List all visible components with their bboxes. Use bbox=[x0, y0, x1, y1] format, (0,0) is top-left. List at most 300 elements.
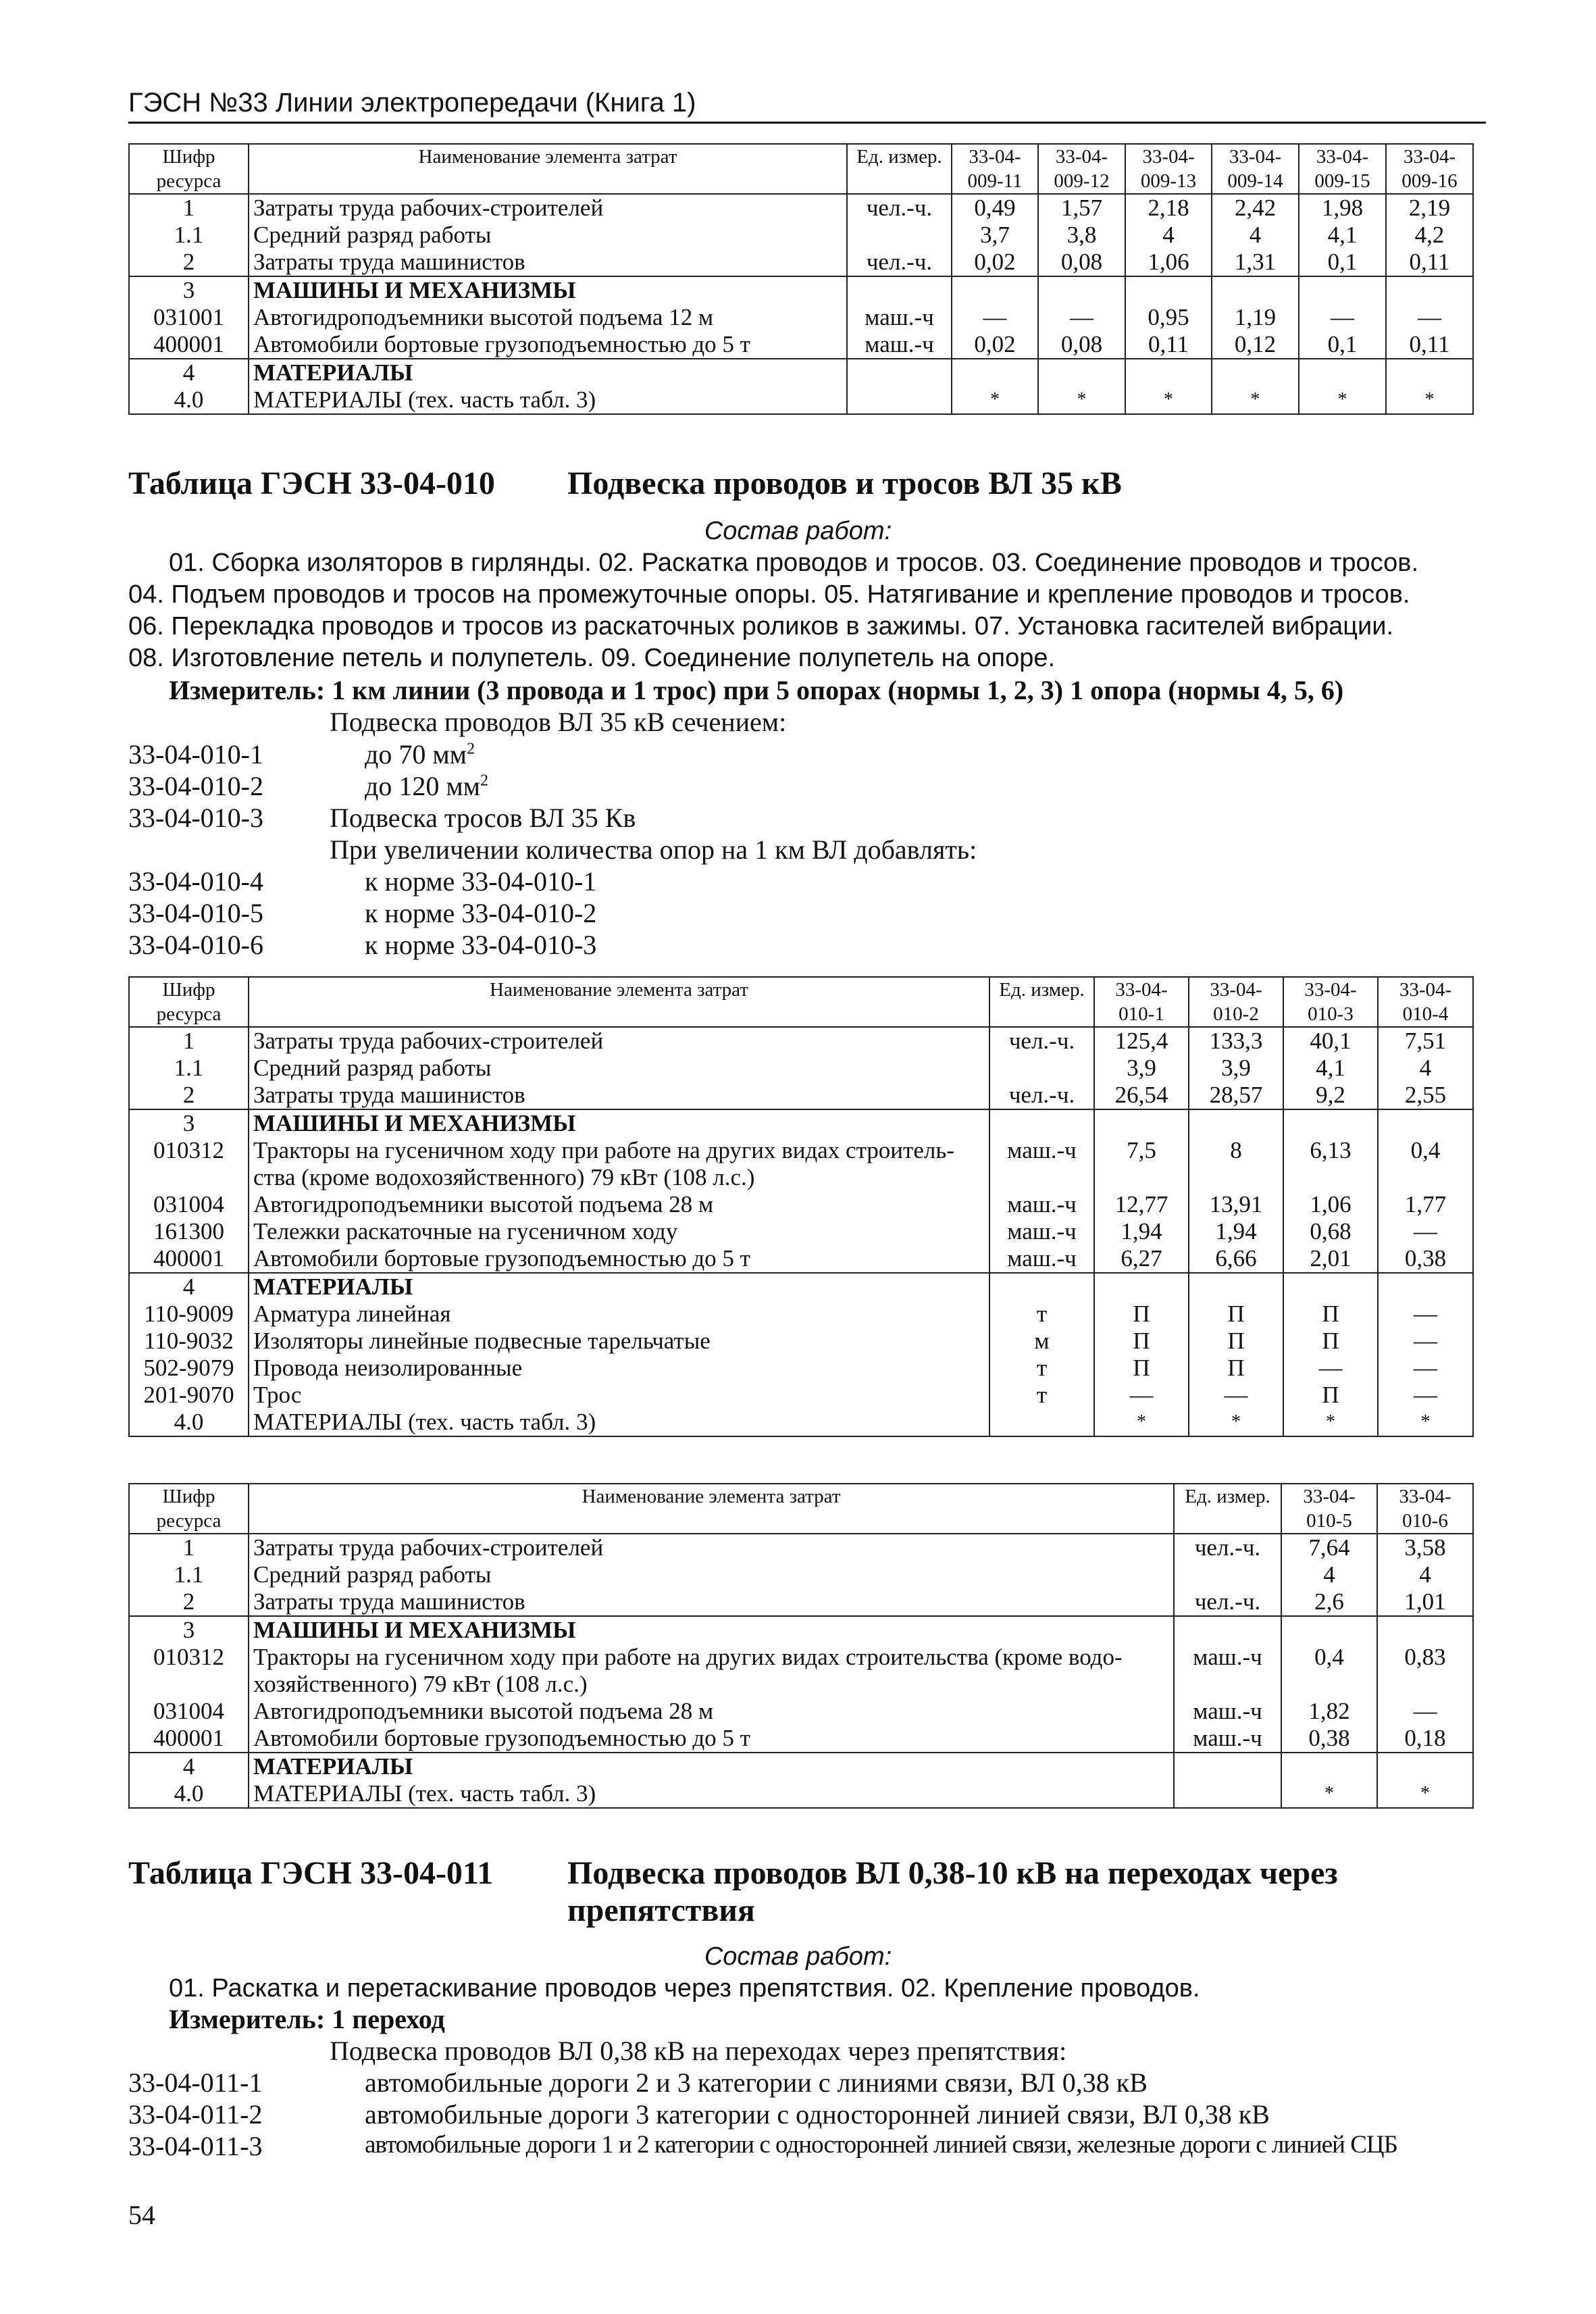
cell-value bbox=[1377, 1616, 1473, 1644]
table-row bbox=[129, 1561, 1473, 1588]
cell-unit bbox=[1174, 1780, 1281, 1808]
cell-name: Автомобили бортовые грузоподъемностью до 5 т bbox=[249, 331, 847, 359]
cell-name: МАТЕРИАЛЫ bbox=[249, 1273, 989, 1301]
cell-value: 0,08 bbox=[1038, 249, 1125, 276]
cell-code: 110-9032 bbox=[129, 1328, 249, 1355]
cell-unit: маш.-ч bbox=[1174, 1698, 1281, 1725]
table-title-010: Подвеска проводов и тросов ВЛ 35 кВ bbox=[567, 466, 1122, 501]
cell-name: Затраты труда рабочих-строителей bbox=[249, 1027, 989, 1055]
header-cell-norm: 33-04-010-2 bbox=[1189, 977, 1283, 1027]
table-row bbox=[129, 194, 1473, 222]
cell-code: 2 bbox=[129, 1082, 249, 1109]
cell-value: 4,1 bbox=[1299, 222, 1386, 249]
cell-code: 1.1 bbox=[129, 1561, 249, 1588]
cell-value: 4 bbox=[1212, 222, 1299, 249]
norm-code: 33-04-011-2 bbox=[128, 2099, 263, 2130]
table-row bbox=[129, 1245, 1473, 1273]
cell-name: МАШИНЫ И МЕХАНИЗМЫ bbox=[249, 1109, 989, 1137]
table-row bbox=[129, 1698, 1473, 1725]
cell-name: МАТЕРИАЛЫ (тех. часть табл. 3) bbox=[249, 1409, 989, 1436]
header-cell-norm: 33-04-009-12 bbox=[1038, 144, 1125, 194]
work-line: 04. Подъем проводов и тросов на промежуточные опоры. 05. Натягивание и крепление проводов и тросов. bbox=[128, 580, 1410, 609]
cell-code: 502-9079 bbox=[129, 1355, 249, 1382]
cell-value bbox=[1283, 1273, 1378, 1301]
header-cell-unit: Ед. измер. bbox=[989, 977, 1094, 1027]
cell-value: 3,58 bbox=[1377, 1534, 1473, 1561]
table-33-04-010-1-4 bbox=[128, 976, 1474, 1437]
cell-value: 1,31 bbox=[1212, 249, 1299, 276]
cell-code: 031004 bbox=[129, 1191, 249, 1218]
work-composition-heading: Состав работ: bbox=[704, 1942, 892, 1971]
work-composition-text bbox=[128, 547, 1486, 674]
cell-unit bbox=[1174, 1616, 1281, 1644]
cell-value: — bbox=[1283, 1355, 1378, 1382]
cell-value: П bbox=[1283, 1328, 1378, 1355]
cell-value: * bbox=[1189, 1409, 1283, 1436]
table-row bbox=[129, 331, 1473, 359]
cell-code: 4 bbox=[129, 1273, 249, 1301]
cell-value: 28,57 bbox=[1189, 1082, 1283, 1109]
cell-value bbox=[1212, 276, 1299, 304]
header-cell-norm: 33-04-009-16 bbox=[1386, 144, 1473, 194]
table-row bbox=[129, 222, 1473, 249]
cell-code: 4.0 bbox=[129, 1409, 249, 1436]
cell-name: МАШИНЫ И МЕХАНИЗМЫ bbox=[249, 1616, 1174, 1644]
cell-value: * bbox=[1283, 1409, 1378, 1436]
cell-unit bbox=[847, 359, 952, 386]
cell-value: — bbox=[1378, 1328, 1473, 1355]
cell-value: 0,4 bbox=[1378, 1137, 1473, 1191]
header-cell-norm: 33-04-010-1 bbox=[1094, 977, 1189, 1027]
cell-name: Автогидроподъемники высотой подъема 28 м bbox=[249, 1191, 989, 1218]
table-row bbox=[129, 1273, 1473, 1301]
cell-unit bbox=[989, 1109, 1094, 1137]
header-cell-unit: Ед. измер. bbox=[1174, 1484, 1281, 1534]
cell-name: Тракторы на гусеничном ходу при работе на других видах строительства (кроме водо-хозяйственного) 79 кВт (108 л.с.) bbox=[249, 1644, 1174, 1698]
norm-group-heading: Подвеска проводов ВЛ 0,38 кВ на переходах через препятствия: bbox=[330, 2036, 1067, 2066]
cell-value: — bbox=[1386, 304, 1473, 331]
cell-value: 4,2 bbox=[1386, 222, 1473, 249]
norm-code: 33-04-010-3 bbox=[128, 803, 263, 833]
cell-name: Тракторы на гусеничном ходу при работе на других видах строитель-ства (кроме водохозяйственного) 79 кВт (108 л.с.) bbox=[249, 1137, 989, 1191]
table-row bbox=[129, 1355, 1473, 1382]
header-cell-norm: 33-04-010-4 bbox=[1378, 977, 1473, 1027]
cell-value: 3,9 bbox=[1094, 1055, 1189, 1082]
cell-value: 0,12 bbox=[1212, 331, 1299, 359]
cell-value: П bbox=[1283, 1382, 1378, 1409]
cell-name: Средний разряд работы bbox=[249, 222, 847, 249]
cell-value: 3,9 bbox=[1189, 1055, 1283, 1082]
cell-name: Автогидроподъемники высотой подъема 28 м bbox=[249, 1698, 1174, 1725]
cell-name: Тележки раскаточные на гусеничном ходу bbox=[249, 1218, 989, 1245]
cell-name: Затраты труда рабочих-строителей bbox=[249, 1534, 1174, 1561]
norm-code: 33-04-010-6 bbox=[128, 930, 263, 960]
cell-value bbox=[952, 276, 1038, 304]
header-cell-code: Шифр ресурса bbox=[129, 977, 249, 1027]
cell-value bbox=[1281, 1616, 1377, 1644]
cell-value: 125,4 bbox=[1094, 1027, 1189, 1055]
cell-value: — bbox=[1378, 1218, 1473, 1245]
header-cell-norm: 33-04-010-5 bbox=[1281, 1484, 1377, 1534]
table-code-010: Таблица ГЭСН 33-04-010 bbox=[128, 466, 495, 501]
table-row bbox=[129, 249, 1473, 276]
cell-value bbox=[1377, 1753, 1473, 1780]
cell-value: 7,51 bbox=[1378, 1027, 1473, 1055]
cell-value: 12,77 bbox=[1094, 1191, 1189, 1218]
header-cell-norm: 33-04-010-6 bbox=[1377, 1484, 1473, 1534]
cell-value bbox=[952, 359, 1038, 386]
cell-unit: маш.-ч bbox=[989, 1191, 1094, 1218]
header-cell-norm: 33-04-010-3 bbox=[1283, 977, 1378, 1027]
cell-name: МАТЕРИАЛЫ bbox=[249, 359, 847, 386]
cell-value: 26,54 bbox=[1094, 1082, 1189, 1109]
cell-value bbox=[1094, 1273, 1189, 1301]
cell-value: П bbox=[1189, 1328, 1283, 1355]
cell-value: 1,06 bbox=[1125, 249, 1212, 276]
cell-value bbox=[1125, 359, 1212, 386]
cell-value: 0,11 bbox=[1386, 249, 1473, 276]
table3-body bbox=[129, 1534, 1473, 1808]
cell-value: * bbox=[952, 386, 1038, 414]
cell-value: 4 bbox=[1125, 222, 1212, 249]
cell-unit bbox=[1174, 1753, 1281, 1780]
cell-value bbox=[1386, 359, 1473, 386]
cell-value bbox=[1038, 276, 1125, 304]
cell-value: 1,06 bbox=[1283, 1191, 1378, 1218]
table-row bbox=[129, 1753, 1473, 1780]
table-row bbox=[129, 276, 1473, 304]
cell-value: * bbox=[1386, 386, 1473, 414]
cell-code: 1 bbox=[129, 1027, 249, 1055]
cell-unit: чел.-ч. bbox=[1174, 1588, 1281, 1616]
cell-value: 1,94 bbox=[1189, 1218, 1283, 1245]
cell-unit: т bbox=[989, 1382, 1094, 1409]
norm-description: автомобильные дороги 3 категории с односторонней линией связи, ВЛ 0,38 кВ bbox=[365, 2099, 1270, 2130]
header-rule bbox=[128, 122, 1486, 124]
cell-name: МАТЕРИАЛЫ (тех. часть табл. 3) bbox=[249, 386, 847, 414]
cell-value: 2,6 bbox=[1281, 1588, 1377, 1616]
cell-value bbox=[1189, 1109, 1283, 1137]
cell-value: * bbox=[1125, 386, 1212, 414]
cell-unit: чел.-ч. bbox=[1174, 1534, 1281, 1561]
norm-description: к норме 33-04-010-1 bbox=[365, 866, 597, 897]
cell-value: — bbox=[1378, 1382, 1473, 1409]
table-row bbox=[129, 1644, 1473, 1698]
table-row bbox=[129, 1780, 1473, 1808]
cell-value: — bbox=[1094, 1382, 1189, 1409]
cell-value: 0,95 bbox=[1125, 304, 1212, 331]
norm-code: 33-04-010-1 bbox=[128, 739, 263, 770]
cell-code: 1 bbox=[129, 194, 249, 222]
cell-name: Затраты труда машинистов bbox=[249, 249, 847, 276]
cell-name: Средний разряд работы bbox=[249, 1055, 989, 1082]
work-line: 01. Сборка изоляторов в гирлянды. 02. Раскатка проводов и тросов. 03. Соединение проводов и тросов. bbox=[169, 549, 1418, 577]
cell-unit bbox=[989, 1409, 1094, 1436]
table1-body bbox=[129, 194, 1473, 414]
cell-name: Средний разряд работы bbox=[249, 1561, 1174, 1588]
cell-value bbox=[1038, 359, 1125, 386]
header-cell-norm: 33-04-009-13 bbox=[1125, 144, 1212, 194]
table-code-011: Таблица ГЭСН 33-04-011 bbox=[128, 1855, 494, 1891]
cell-value: 1,57 bbox=[1038, 194, 1125, 222]
cell-unit: т bbox=[989, 1301, 1094, 1328]
cell-value: 3,8 bbox=[1038, 222, 1125, 249]
cell-code: 400001 bbox=[129, 1725, 249, 1753]
table-row bbox=[129, 1055, 1473, 1082]
cell-name: Арматура линейная bbox=[249, 1301, 989, 1328]
cell-name: МАТЕРИАЛЫ (тех. часть табл. 3) bbox=[249, 1780, 1174, 1808]
table-row bbox=[129, 1409, 1473, 1436]
cell-value: 1,82 bbox=[1281, 1698, 1377, 1725]
cell-name: Автомобили бортовые грузоподъемностью до 5 т bbox=[249, 1245, 989, 1273]
norm-description: к норме 33-04-010-3 bbox=[365, 930, 597, 960]
cell-value: * bbox=[1281, 1780, 1377, 1808]
cell-value bbox=[1299, 359, 1386, 386]
norm-code: 33-04-011-3 bbox=[128, 2131, 263, 2161]
cell-value: 0,11 bbox=[1125, 331, 1212, 359]
cell-unit bbox=[847, 276, 952, 304]
table-row bbox=[129, 1027, 1473, 1055]
cell-code: 3 bbox=[129, 1616, 249, 1644]
cell-value: П bbox=[1094, 1355, 1189, 1382]
norm-group-heading: Подвеска проводов ВЛ 35 кВ сечением: bbox=[330, 707, 787, 737]
cell-unit bbox=[847, 386, 952, 414]
cell-value bbox=[1094, 1109, 1189, 1137]
work-line: 06. Перекладка проводов и тросов из раскаточных роликов в зажимы. 07. Установка гасителей вибрации. bbox=[128, 612, 1394, 640]
cell-value: 2,42 bbox=[1212, 194, 1299, 222]
cell-value: 4 bbox=[1377, 1561, 1473, 1588]
cell-value: 4 bbox=[1378, 1055, 1473, 1082]
cell-value: 0,08 bbox=[1038, 331, 1125, 359]
table-row bbox=[129, 1218, 1473, 1245]
table-row bbox=[129, 304, 1473, 331]
cell-value: * bbox=[1378, 1409, 1473, 1436]
cell-value: 0,83 bbox=[1377, 1644, 1473, 1698]
table-row bbox=[129, 1082, 1473, 1109]
measure-unit: Измеритель: 1 переход bbox=[169, 2004, 445, 2034]
cell-value: * bbox=[1212, 386, 1299, 414]
cell-value: 0,18 bbox=[1377, 1725, 1473, 1753]
cell-name: Трос bbox=[249, 1382, 989, 1409]
cell-value: 133,3 bbox=[1189, 1027, 1283, 1055]
cell-value bbox=[1299, 276, 1386, 304]
cell-unit bbox=[1174, 1561, 1281, 1588]
table-row bbox=[129, 1616, 1473, 1644]
norm-description: Подвеска тросов ВЛ 35 Кв bbox=[330, 803, 636, 833]
cell-value bbox=[1125, 276, 1212, 304]
cell-code: 010312 bbox=[129, 1137, 249, 1191]
cell-code: 400001 bbox=[129, 331, 249, 359]
table-row bbox=[129, 386, 1473, 414]
cell-unit: маш.-ч bbox=[989, 1218, 1094, 1245]
cell-name: Автомобили бортовые грузоподъемностью до 5 т bbox=[249, 1725, 1174, 1753]
work-composition-text: 01. Раскатка и перетаскивание проводов через препятствия. 02. Крепление проводов. bbox=[169, 1974, 1200, 2003]
norm-description: автомобильные дороги 2 и 3 категории с линиями связи, ВЛ 0,38 кВ bbox=[365, 2067, 1148, 2098]
cell-value: — bbox=[1377, 1698, 1473, 1725]
cell-code: 201-9070 bbox=[129, 1382, 249, 1409]
cell-value: П bbox=[1189, 1301, 1283, 1328]
cell-value: 0,38 bbox=[1378, 1245, 1473, 1273]
cell-unit: чел.-ч. bbox=[989, 1082, 1094, 1109]
table-row bbox=[129, 1137, 1473, 1191]
cell-name: Провода неизолированные bbox=[249, 1355, 989, 1382]
cell-value: 6,13 bbox=[1283, 1137, 1378, 1191]
table-title-011: Подвеска проводов ВЛ 0,38-10 кВ на переходах через препятствия bbox=[567, 1855, 1338, 1928]
cell-value: — bbox=[1189, 1382, 1283, 1409]
cell-code: 1.1 bbox=[129, 222, 249, 249]
cell-value bbox=[1281, 1753, 1377, 1780]
cell-value bbox=[1212, 359, 1299, 386]
cell-value: * bbox=[1094, 1409, 1189, 1436]
header-cell-code: Шифр ресурса bbox=[129, 1484, 249, 1534]
cell-value: 4 bbox=[1281, 1561, 1377, 1588]
table-row bbox=[129, 1191, 1473, 1218]
cell-value: П bbox=[1189, 1355, 1283, 1382]
cell-value: 0,1 bbox=[1299, 249, 1386, 276]
cell-value: 0,02 bbox=[952, 249, 1038, 276]
cell-unit: маш.-ч bbox=[847, 304, 952, 331]
header-cell-name: Наименование элемента затрат bbox=[249, 144, 847, 194]
cell-value bbox=[1378, 1273, 1473, 1301]
cell-code: 161300 bbox=[129, 1218, 249, 1245]
page-number: 54 bbox=[128, 2200, 155, 2230]
cell-name: Затраты труда машинистов bbox=[249, 1082, 989, 1109]
running-header: ГЭСН №33 Линии электропередачи (Книга 1) bbox=[128, 88, 696, 118]
norm-code: 33-04-010-4 bbox=[128, 866, 263, 897]
cell-code: 3 bbox=[129, 276, 249, 304]
table-row bbox=[129, 1301, 1473, 1328]
cell-value: 8 bbox=[1189, 1137, 1283, 1191]
cell-code: 1 bbox=[129, 1534, 249, 1561]
norm-description: до 70 $мм^2$ bbox=[365, 739, 475, 770]
cell-value: 40,1 bbox=[1283, 1027, 1378, 1055]
cell-name: МАШИНЫ И МЕХАНИЗМЫ bbox=[249, 276, 847, 304]
cell-unit bbox=[989, 1273, 1094, 1301]
table2-body bbox=[129, 1027, 1473, 1436]
cell-name: Затраты труда машинистов bbox=[249, 1588, 1174, 1616]
cell-value: 0,68 bbox=[1283, 1218, 1378, 1245]
cell-value: 0,11 bbox=[1386, 331, 1473, 359]
cell-name: Изоляторы линейные подвесные тарельчатые bbox=[249, 1328, 989, 1355]
cell-unit: т bbox=[989, 1355, 1094, 1382]
cell-code: 010312 bbox=[129, 1644, 249, 1698]
cell-value: * bbox=[1377, 1780, 1473, 1808]
cell-unit: чел.-ч. bbox=[847, 194, 952, 222]
header-cell-name: Наименование элемента затрат bbox=[249, 977, 989, 1027]
norm-code: 33-04-011-1 bbox=[128, 2067, 263, 2098]
cell-value: 4,1 bbox=[1283, 1055, 1378, 1082]
cell-value: — bbox=[1378, 1355, 1473, 1382]
cell-unit: чел.-ч. bbox=[989, 1027, 1094, 1055]
cell-value: — bbox=[1299, 304, 1386, 331]
norm-description: до 120 $мм^2$ bbox=[365, 771, 488, 801]
cell-code: 031001 bbox=[129, 304, 249, 331]
table-33-04-009 bbox=[128, 143, 1474, 415]
header-cell-unit: Ед. измер. bbox=[847, 144, 952, 194]
cell-unit bbox=[847, 222, 952, 249]
cell-value: 0,02 bbox=[952, 331, 1038, 359]
cell-unit bbox=[989, 1055, 1094, 1082]
cell-value: — bbox=[1378, 1301, 1473, 1328]
norm-code: 33-04-010-2 bbox=[128, 771, 263, 801]
table-33-04-010-5-6 bbox=[128, 1483, 1474, 1809]
measure-unit: Измеритель: 1 км линии (3 провода и 1 трос) при 5 опорах (нормы 1, 2, 3) 1 опора (нормы 4, 5, 6) bbox=[169, 675, 1344, 705]
cell-value: 1,77 bbox=[1378, 1191, 1473, 1218]
cell-value: 0,1 bbox=[1299, 331, 1386, 359]
cell-unit: маш.-ч bbox=[989, 1137, 1094, 1191]
table-row bbox=[129, 1725, 1473, 1753]
cell-unit: маш.-ч bbox=[1174, 1644, 1281, 1698]
cell-value bbox=[1378, 1109, 1473, 1137]
table-row bbox=[129, 1328, 1473, 1355]
cell-value: 2,18 bbox=[1125, 194, 1212, 222]
header-cell-code: Шифр ресурса bbox=[129, 144, 249, 194]
table-row bbox=[129, 359, 1473, 386]
cell-code: 3 bbox=[129, 1109, 249, 1137]
cell-value: — bbox=[1038, 304, 1125, 331]
work-composition-heading: Состав работ: bbox=[704, 517, 892, 545]
cell-value: 1,19 bbox=[1212, 304, 1299, 331]
work-line: 08. Изготовление петель и полупетель. 09. Соединение полупетель на опоре. bbox=[128, 644, 1056, 672]
cell-name: Затраты труда рабочих-строителей bbox=[249, 194, 847, 222]
norm-description: автомобильные дороги 1 и 2 категории с односторонней линией связи, железные дороги с линией СЦБ bbox=[365, 2131, 1397, 2159]
cell-code: 400001 bbox=[129, 1245, 249, 1273]
cell-unit: чел.-ч. bbox=[847, 249, 952, 276]
cell-unit: маш.-ч bbox=[1174, 1725, 1281, 1753]
cell-value: 0,4 bbox=[1281, 1644, 1377, 1698]
cell-value: — bbox=[952, 304, 1038, 331]
cell-unit: маш.-ч bbox=[989, 1245, 1094, 1273]
cell-value: 7,5 bbox=[1094, 1137, 1189, 1191]
cell-code: 031004 bbox=[129, 1698, 249, 1725]
cell-code: 110-9009 bbox=[129, 1301, 249, 1328]
cell-value: П bbox=[1094, 1301, 1189, 1328]
cell-value bbox=[1283, 1109, 1378, 1137]
cell-value: 9,2 bbox=[1283, 1082, 1378, 1109]
cell-value: 6,27 bbox=[1094, 1245, 1189, 1273]
cell-code: 4.0 bbox=[129, 386, 249, 414]
cell-value bbox=[1189, 1273, 1283, 1301]
header-cell-name: Наименование элемента затрат bbox=[249, 1484, 1174, 1534]
norm-group-heading: При увеличении количества опор на 1 км ВЛ добавлять: bbox=[330, 834, 977, 865]
cell-code: 2 bbox=[129, 1588, 249, 1616]
cell-unit: маш.-ч bbox=[847, 331, 952, 359]
cell-value: * bbox=[1038, 386, 1125, 414]
cell-value: 0,49 bbox=[952, 194, 1038, 222]
cell-value: 13,91 bbox=[1189, 1191, 1283, 1218]
header-cell-norm: 33-04-009-14 bbox=[1212, 144, 1299, 194]
cell-value: 2,19 bbox=[1386, 194, 1473, 222]
table-row bbox=[129, 1382, 1473, 1409]
cell-code: 1.1 bbox=[129, 1055, 249, 1082]
cell-code: 2 bbox=[129, 249, 249, 276]
cell-unit: м bbox=[989, 1328, 1094, 1355]
cell-value: 1,01 bbox=[1377, 1588, 1473, 1616]
table-row bbox=[129, 1534, 1473, 1561]
cell-value: 7,64 bbox=[1281, 1534, 1377, 1561]
cell-code: 4 bbox=[129, 1753, 249, 1780]
cell-code: 4.0 bbox=[129, 1780, 249, 1808]
cell-name: Автогидроподъемники высотой подъема 12 м bbox=[249, 304, 847, 331]
cell-value: 6,66 bbox=[1189, 1245, 1283, 1273]
cell-value: 1,98 bbox=[1299, 194, 1386, 222]
norm-code: 33-04-010-5 bbox=[128, 898, 263, 928]
cell-value: П bbox=[1094, 1328, 1189, 1355]
cell-code: 4 bbox=[129, 359, 249, 386]
cell-value: 2,01 bbox=[1283, 1245, 1378, 1273]
cell-value bbox=[1386, 276, 1473, 304]
table-row bbox=[129, 1109, 1473, 1137]
